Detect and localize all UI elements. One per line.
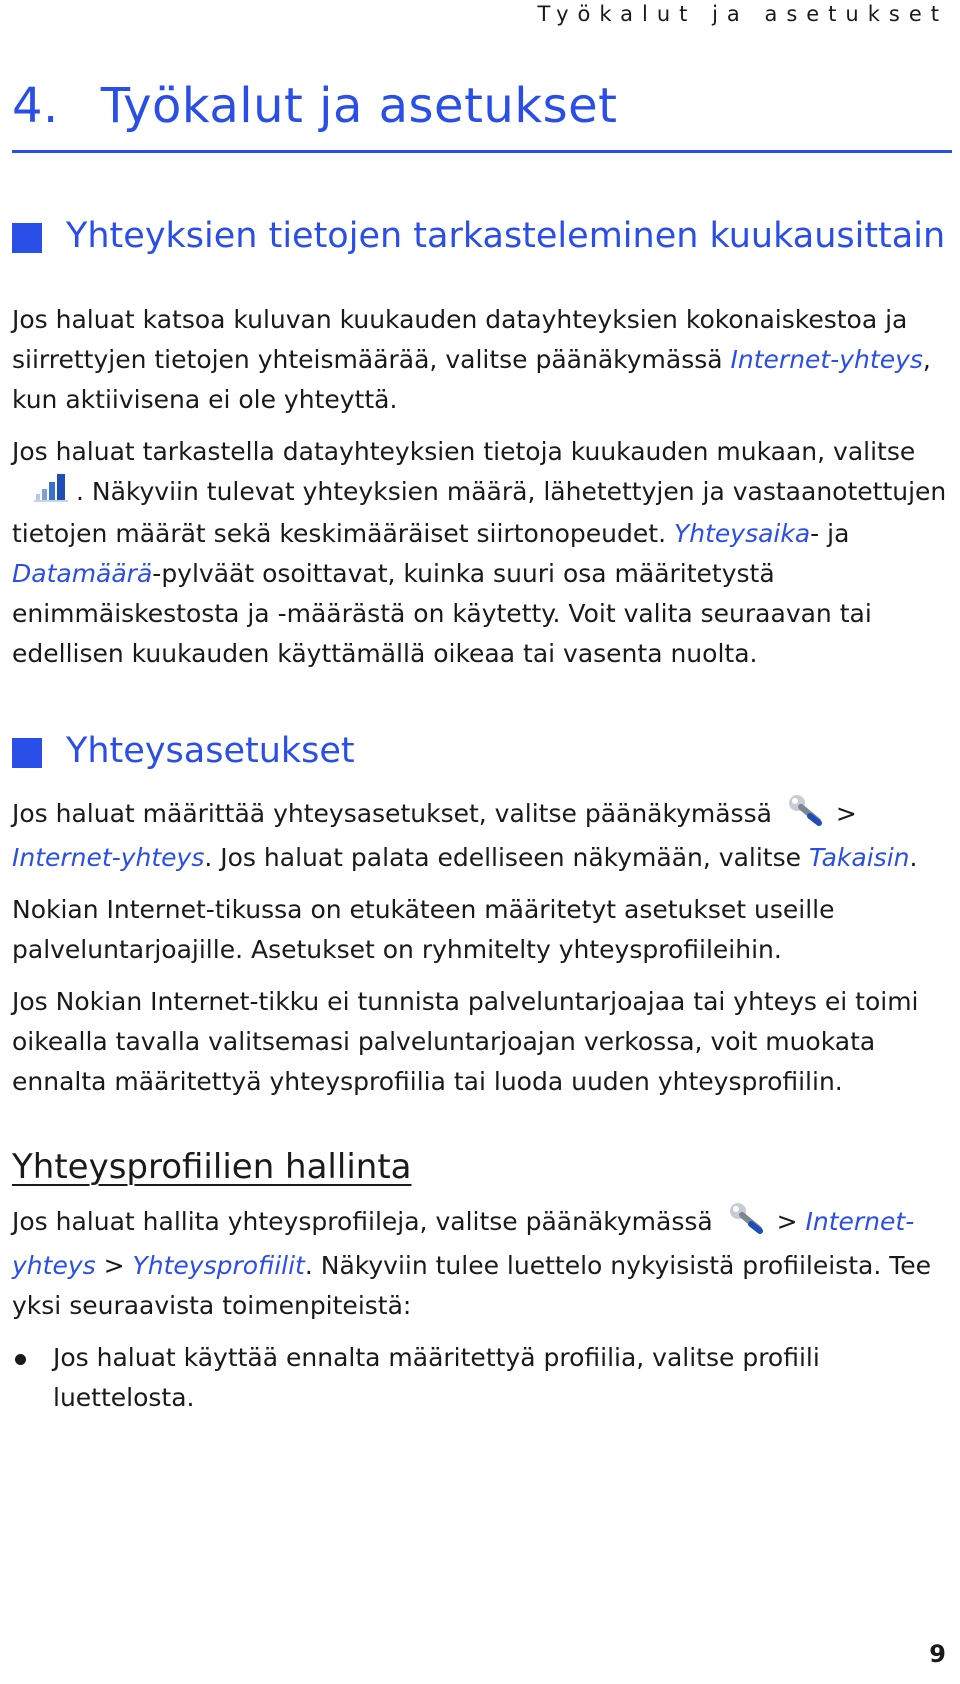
wrench-icon[interactable] bbox=[727, 1200, 767, 1246]
paragraph: Nokian Internet-tikussa on etukäteen määritetyt asetukset useille palveluntarjoajille. Asetukset on ryhmitelty yhteysprofiileihin. bbox=[12, 895, 835, 964]
text: Jos haluat määrittää yhteysasetukset, valitse päänäkymässä bbox=[12, 799, 780, 828]
paragraph bbox=[12, 792, 952, 878]
bullet-list bbox=[12, 1338, 952, 1418]
section-heading-text: Yhteyksien tietojen tarkasteleminen kuukausittain bbox=[66, 216, 946, 256]
yhteysaika-link[interactable]: Yhteysaika bbox=[673, 519, 811, 548]
bar-chart-icon[interactable] bbox=[34, 472, 68, 514]
text: Jos haluat tarkastella datayhteyksien tietoja kuukauden mukaan, valitse bbox=[12, 437, 916, 466]
datamaara-link[interactable]: Datamäärä bbox=[12, 559, 153, 588]
text: -pylväät osoittavat, kuinka suuri osa määritetystä enimmäiskestosta ja -määrästä on käytetty. Voit valita seuraavan tai edellisen kuukauden käyttämällä oikeaa tai vasenta nuolta. bbox=[12, 559, 872, 668]
section-heading-monthly-stats bbox=[12, 213, 952, 259]
section-heading-text: Yhteysasetukset bbox=[66, 731, 355, 771]
text: > bbox=[95, 1251, 133, 1280]
list-item: Jos haluat käyttää ennalta määritettyä profiilia, valitse profiili luettelosta. bbox=[12, 1338, 952, 1418]
wrench-icon[interactable] bbox=[786, 792, 826, 838]
internet-yhteys-link[interactable]: Internet-yhteys bbox=[12, 843, 205, 872]
text: . Jos haluat palata edelliseen näkymään, valitse bbox=[204, 843, 809, 872]
text: Jos haluat katsoa kuluvan kuukauden datayhteyksien kokonaiskestoa ja siirrettyjen tietojen yhteismäärää, valitse päänäkymässä bbox=[12, 305, 908, 374]
internet-yhteys-link[interactable]: Internet-yhteys bbox=[12, 1207, 915, 1280]
text: - ja bbox=[810, 519, 850, 548]
text: Jos haluat hallita yhteysprofiileja, valitse päänäkymässä bbox=[12, 1207, 721, 1236]
running-header: Työkalut ja asetukset bbox=[537, 2, 948, 26]
chapter-title bbox=[12, 78, 617, 134]
text: . Näkyviin tulee luettelo nykyisistä profiileista. Tee yksi seuraavista toimenpiteistä: bbox=[12, 1251, 931, 1320]
section-heading-connection-settings bbox=[12, 728, 952, 774]
chapter-number: 4. bbox=[12, 78, 59, 134]
text: . bbox=[909, 843, 918, 872]
paragraph: Jos Nokian Internet-tikku ei tunnista palveluntarjoajaa tai yhteys ei toimi oikealla tavalla valitsemasi palveluntarjoajan verkossa, voit muokata ennalta määritettyä yhteysprofiilia tai luoda uuden yhteysprofiilin. bbox=[12, 987, 919, 1096]
text: . Näkyviin tulevat yhteyksien määrä, lähetettyjen ja vastaanotettujen tietojen määrät sekä keskimääräiset siirtonopeudet. bbox=[12, 477, 947, 548]
text: > bbox=[768, 1207, 806, 1236]
yhteysprofiilit-link[interactable]: Yhteysprofiilit bbox=[132, 1251, 305, 1280]
text: > bbox=[827, 799, 857, 828]
subsection-heading: Yhteysprofiilien hallinta bbox=[12, 1147, 412, 1187]
paragraph bbox=[12, 1200, 952, 1326]
heading-square-marker bbox=[12, 223, 42, 253]
chapter-divider bbox=[12, 150, 952, 153]
takaisin-link[interactable]: Takaisin bbox=[808, 843, 910, 872]
text: , kun aktiivisena ei ole yhteyttä. bbox=[12, 345, 931, 414]
paragraph bbox=[12, 432, 952, 674]
page-number: 9 bbox=[929, 1640, 946, 1668]
paragraph bbox=[12, 300, 952, 420]
chapter-title-text: Työkalut ja asetukset bbox=[100, 78, 618, 134]
page-content bbox=[12, 213, 952, 1418]
heading-square-marker bbox=[12, 738, 42, 768]
internet-yhteys-link[interactable]: Internet-yhteys bbox=[730, 345, 923, 374]
